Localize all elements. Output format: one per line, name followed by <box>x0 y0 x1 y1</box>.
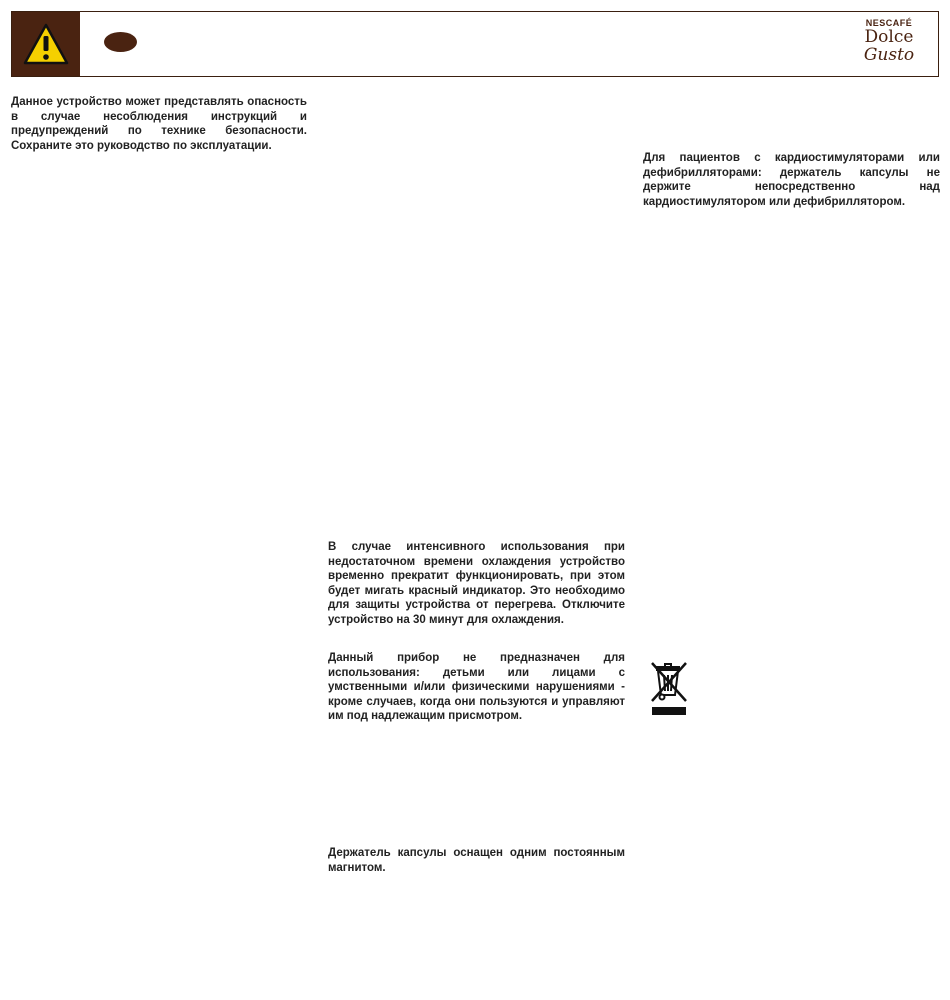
brand-line-2: Dolce <box>864 27 914 47</box>
language-marker <box>104 32 137 52</box>
brand-line-3: Gusto <box>863 45 915 65</box>
brand-line-1: NESCAFÉ <box>865 18 913 28</box>
warning-box <box>12 12 80 76</box>
safety-warning-paragraph: Данное устройство может представлять опасность в случае несоблюдения инструкций и предупреждений по технике безопасности. Сохраните это руководство по эксплуатации. <box>11 96 307 152</box>
warning-triangle-icon <box>23 23 69 65</box>
pacemaker-warning-paragraph: Для пациентов с кардиостимуляторами или дефибрилляторами: держатель капсулы не держите непосредственно над кардиостимулятором или дефибриллятором. <box>643 152 940 208</box>
crossed-out-wheelie-bin-icon <box>648 655 690 717</box>
brand-logo <box>854 18 924 72</box>
magnet-paragraph: Держатель капсулы оснащен одним постоянным магнитом. <box>328 847 625 874</box>
header-bar <box>11 11 939 77</box>
supervision-paragraph: Данный прибор не предназначен для использования: детьми или лицами с умственными и/или физическими нарушениями - кроме случаев, когда они пользуются и управляют им под надлежащим присмотром. <box>328 652 625 722</box>
overheat-paragraph: В случае интенсивного использования при недостаточном времени охлаждения устройство временно прекратит функционировать, при этом будет мигать красный индикатор. Это необходимо для защиты устройства от перегрева. Отключите устройство на 30 минут для охлаждения. <box>328 541 625 626</box>
